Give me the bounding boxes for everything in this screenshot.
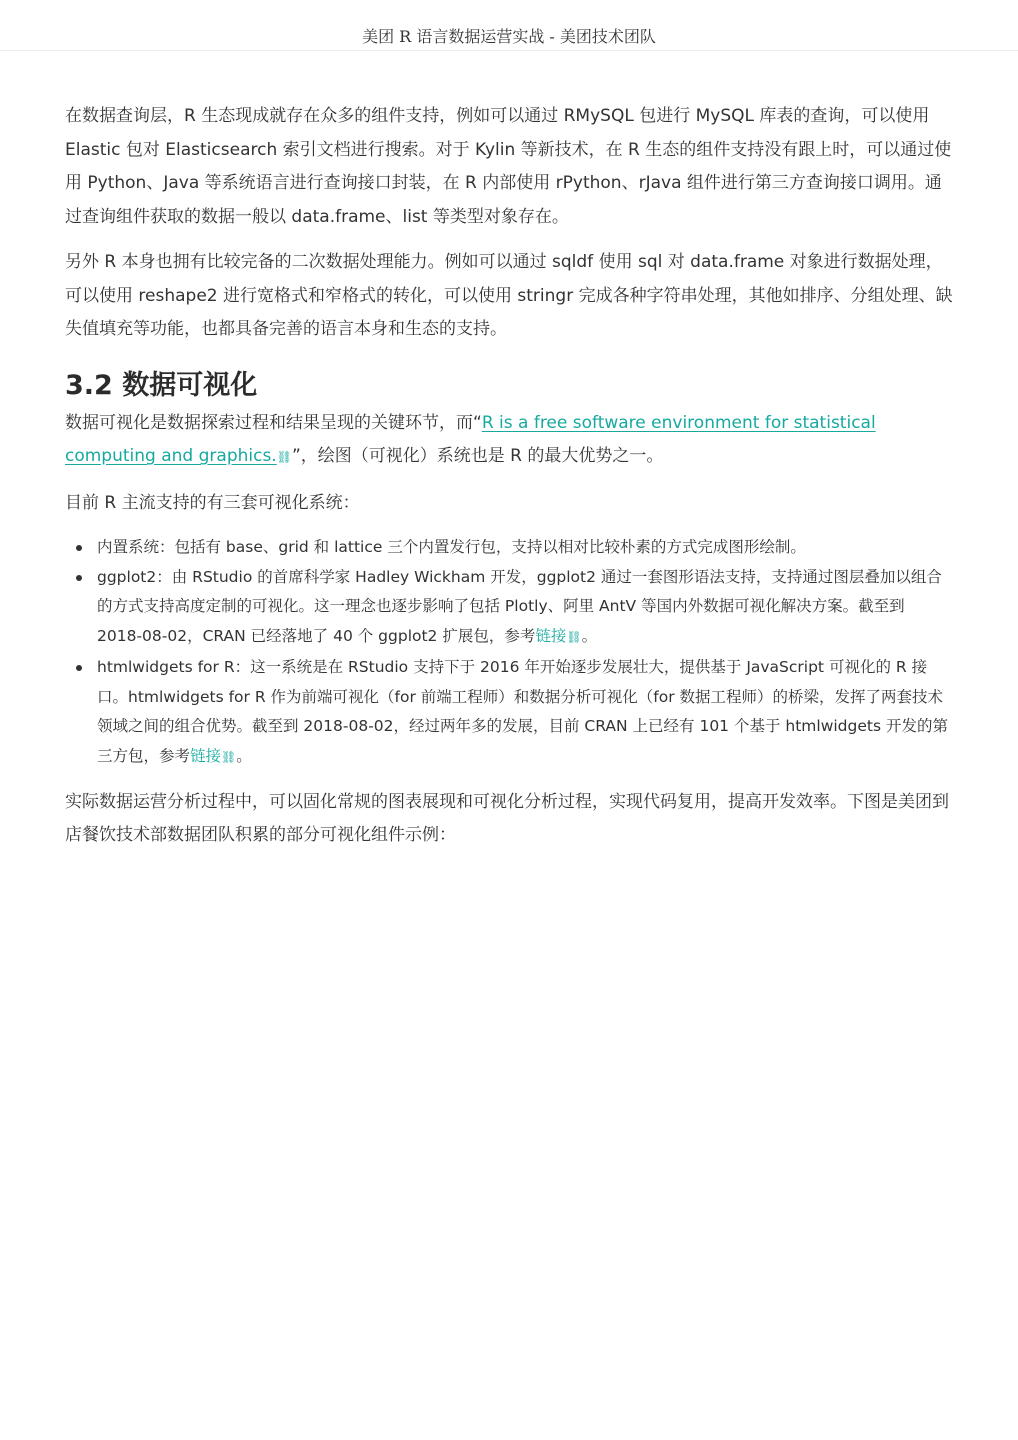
bullet-icon — [76, 575, 82, 581]
header-title: 美团 R 语言数据运营实战 - 美团技术团队 — [362, 27, 656, 46]
intro-text-suffix: ”，绘图（可视化）系统也是 R 的最大优势之一。 — [291, 446, 664, 466]
intro-text-prefix: 数据可视化是数据探索过程和结果呈现的关键环节，而“ — [65, 412, 482, 433]
list-item-text: htmlwidgets for R：这一系统是在 RStudio 支持下于 2016 年开始逐步发展壮大，提供基于 JavaScript 可视化的 R 接口。htmlwidgets for R 作为前端可视化（for 前端工程师）和数据分析可视化（for 数据工程师）的桥梁，发挥了两套技术领域之间的组合优势。截至到 2018-08-02，经过两年多的发展，目前 CRAN 上已经有 101 个基于 htmlwidgets 开发的第三方包，参考 — [97, 657, 948, 765]
list-item-suffix: 。 — [581, 627, 598, 646]
list-item-text: ggplot2：由 RStudio 的首席科学家 Hadley Wickham 开发，ggplot2 通过一套图形语法支持，支持通过图层叠加以组合的方式支持高度定制的可视化。这一理念也逐步影响了包括 Plotly、阿里 AntV 等国内外数据可视化解决方案。截至到 2018-08-02，CRAN 已经落地了 40 个 ggplot2 扩展包，参考 — [97, 567, 942, 646]
list-item-builtin-system — [65, 533, 953, 563]
r-project-link[interactable]: R is a free software environment for statistical computing and graphics. — [65, 412, 876, 466]
list-item-htmlwidgets — [65, 653, 953, 773]
ggplot2-extensions-link[interactable]: 链接 — [535, 627, 567, 646]
section-heading: 3.2 数据可视化 — [65, 369, 258, 401]
paragraph-query-layer: 在数据查询层，R 生态现成就存在众多的组件支持，例如可以通过 RMySQL 包进行 MySQL 库表的查询，可以使用 Elastic 包对 Elasticsearch 索引文档进行搜索。对于 Kylin 等新技术，在 R 生态的组件支持没有跟上时，可以通过使用 Python、Java 等系统语言进行查询接口封装，在 R 内部使用 rPython、rJava 组件进行第三方查询接口调用。通过查询组件获取的数据一般以 data.frame、list 等类型对象存在。 — [65, 106, 952, 227]
page-header — [0, 0, 1018, 51]
bullet-icon — [76, 545, 82, 551]
paragraph-visualization-intro — [65, 407, 953, 475]
list-item-ggplot2 — [65, 563, 953, 653]
article-content — [65, 100, 953, 853]
htmlwidgets-packages-link[interactable]: 链接 — [190, 746, 222, 765]
list-item-suffix: 。 — [236, 746, 252, 765]
paragraph-data-processing: 另外 R 本身也拥有比较完备的二次数据处理能力。例如可以通过 sqldf 使用 sql 对 data.frame 对象进行数据处理，可以使用 reshape2 进行宽格式和窄格式的转化，可以使用 stringr 完成各种字符串处理，其他如排序、分组处理、缺失值填充等功能，也都具备完善的语言本身和生态的支持。 — [65, 252, 953, 339]
paragraph-list-intro: 目前 R 主流支持的有三套可视化系统： — [65, 492, 360, 513]
link-icon: ⛓ — [221, 749, 237, 764]
paragraph-closing: 实际数据运营分析过程中，可以固化常规的图表展现和可视化分析过程，实现代码复用，提高开发效率。下图是美团到店餐饮技术部数据团队积累的部分可视化组件示例： — [65, 791, 949, 846]
link-icon: ⛓ — [566, 630, 582, 645]
bullet-icon — [76, 665, 82, 671]
link-icon: ⛓ — [276, 450, 292, 464]
list-item-text: 内置系统：包括有 base、grid 和 lattice 三个内置发行包，支持以相对比较朴素的方式完成图形绘制。 — [97, 538, 806, 556]
visualization-systems-list — [65, 533, 953, 773]
